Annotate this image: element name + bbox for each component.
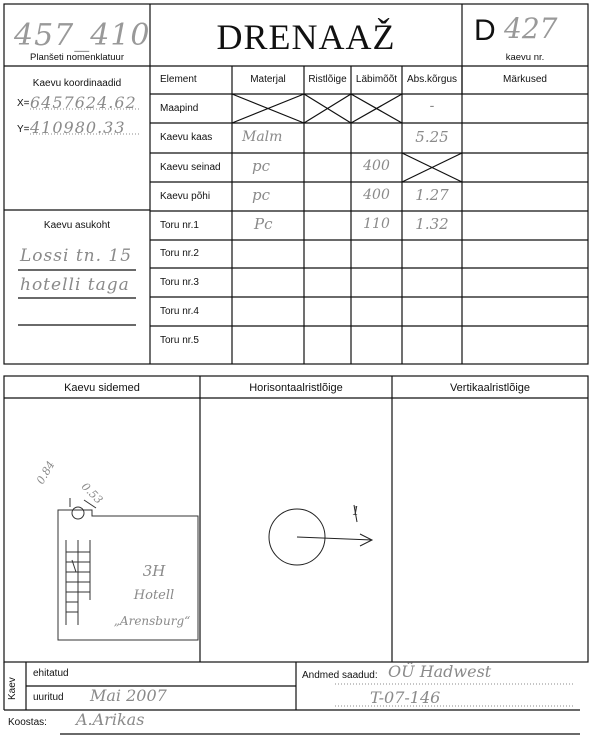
row-element: Toru nr.5 <box>160 335 199 346</box>
cell-labimoot: 400 <box>363 158 390 174</box>
col-header-ristloige: Ristlõige <box>308 74 347 85</box>
cell-materjal: pc <box>252 157 271 175</box>
uuritud-value: Mai 2007 <box>90 686 167 705</box>
arrow-label: 1 <box>352 504 360 518</box>
cell-abs: 1.27 <box>415 186 449 204</box>
cell-materjal: Malm <box>242 129 283 145</box>
kaev-label: Kaev <box>7 677 18 700</box>
row-element: Toru nr.3 <box>160 277 199 288</box>
row-element: Kaevu põhi <box>160 191 211 202</box>
y-label: Y= <box>17 124 30 135</box>
row-element: Maapind <box>160 103 199 114</box>
well-number-label: kaevu nr. <box>505 52 545 63</box>
row-element: Toru nr.2 <box>160 248 199 259</box>
col-header-element: Element <box>160 74 197 85</box>
andmed-label: Andmed saadud: <box>302 670 378 681</box>
nomenclature-label: Planšeti nomenklatuur <box>30 52 124 63</box>
cell-materjal: Pc <box>254 215 273 233</box>
building-label-3: „Arensburg“ <box>113 614 191 628</box>
col-header-labimoot: Läbimõõt <box>355 74 398 85</box>
sketch-distance-1: 0.84 <box>34 458 58 487</box>
uuritud-label: uuritud <box>33 692 64 703</box>
koostas-value: A.Arikas <box>76 710 145 729</box>
x-value: 6457624.62 <box>30 93 137 112</box>
location-line-1: Lossi tn. 15 <box>20 246 133 266</box>
well-prefix: D <box>474 14 496 47</box>
row-element: Kaevu kaas <box>160 132 213 143</box>
row-element: Kaevu seinad <box>160 162 221 173</box>
andmed-value-2: T-07-146 <box>370 688 441 707</box>
x-label: X= <box>17 98 30 109</box>
cell-materjal: pc <box>252 186 271 204</box>
location-label: Kaevu asukoht <box>43 220 111 231</box>
cell-labimoot: 400 <box>363 187 390 203</box>
cell-abs: 1.32 <box>415 215 449 233</box>
ehitatud-label: ehitatud <box>33 668 69 679</box>
cell-abs: 5.25 <box>415 128 449 146</box>
page-title: DRENAAŽ <box>216 17 396 57</box>
section-connections-label: Kaevu sidemed <box>64 382 140 394</box>
coords-label: Kaevu koordinaadid <box>32 78 122 89</box>
sketch-distance-2: 0.53 <box>78 480 106 507</box>
location-line-2: hotelli taga <box>20 275 130 295</box>
section-vertical-label: Vertikaalristlõige <box>449 382 531 394</box>
row-element: Toru nr.4 <box>160 306 199 317</box>
section-horizontal-label: Horisontaalristlõige <box>249 382 343 394</box>
col-header-abs: Abs.kõrgus <box>406 74 458 85</box>
well-number: 427 <box>504 12 558 45</box>
row-element: Toru nr.1 <box>160 220 199 231</box>
building-label-1: 3H <box>142 562 166 580</box>
col-header-markused: Märkused <box>503 74 547 85</box>
cell-abs: - <box>429 98 435 114</box>
y-value: 410980.33 <box>30 118 126 137</box>
andmed-value-1: OÜ Hadwest <box>388 662 492 681</box>
col-header-materjal: Materjal <box>250 74 286 85</box>
cell-labimoot: 110 <box>363 216 390 232</box>
building-label-2: Hotell <box>133 588 175 603</box>
koostas-label: Koostas: <box>8 717 47 728</box>
nomenclature-value: 457_410 <box>14 18 151 53</box>
